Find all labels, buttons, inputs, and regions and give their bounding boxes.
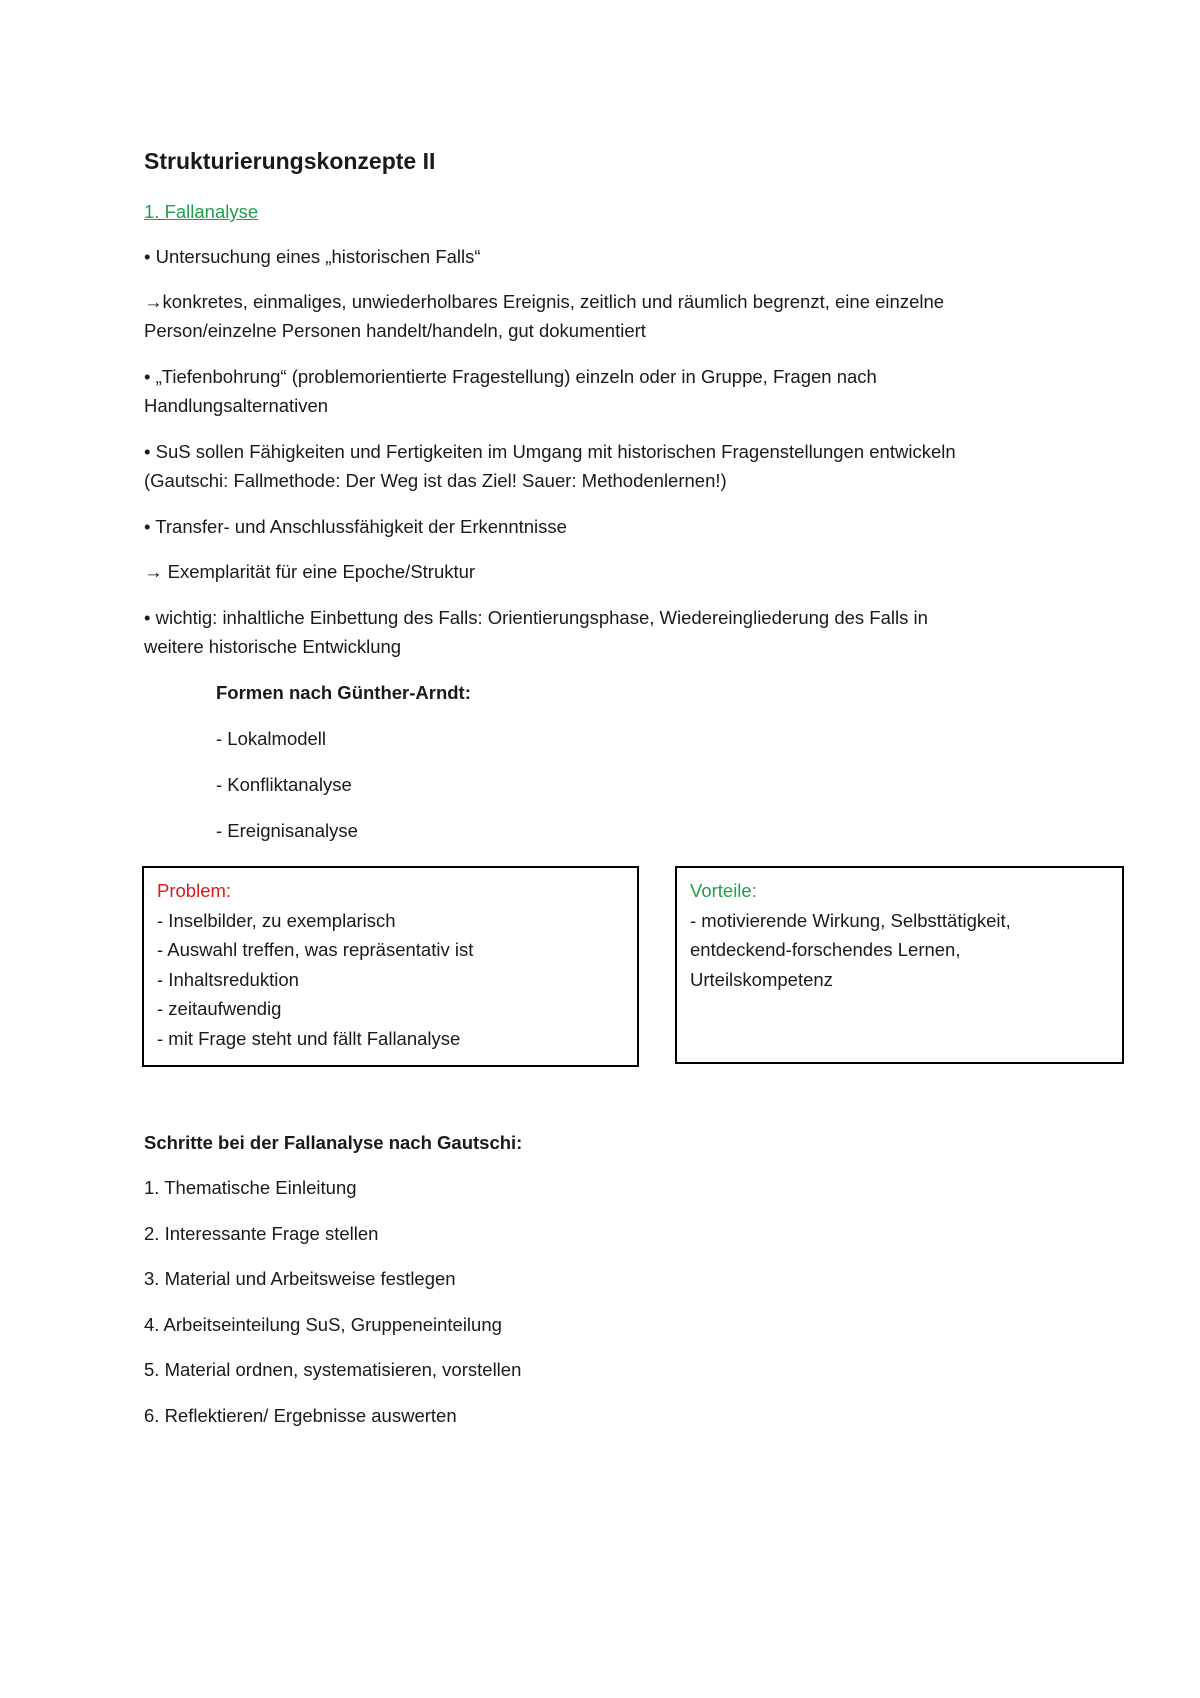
problem-item: - Auswahl treffen, was repräsentativ ist [157,939,474,960]
paragraph-tiefenbohrung-line-1: • „Tiefenbohrung“ (problemorientierte Fragestellung) einzeln oder in Gruppe, Fragen nach [144,366,877,387]
paragraph-konkretes-line-1: →konkretes, einmaliges, unwiederholbares Ereignis, zeitlich und räumlich begrenzt, eine einzelne [144,291,945,312]
problem-item: - Inselbilder, zu exemplarisch [157,909,396,931]
steps-item: 5. Material ordnen, systematisieren, vorstellen [144,1359,522,1380]
steps-item: 3. Material und Arbeitsweise festlegen [144,1268,456,1289]
paragraph-wichtig-line-2: weitere historische Entwicklung [144,636,402,657]
paragraph-konkretes-line-2: Person/einzelne Personen handelt/handeln, gut dokumentiert [144,320,646,341]
steps-heading: Schritte bei der Fallanalyse nach Gautschi: [144,1132,523,1153]
problem-item: - mit Frage steht und fällt Fallanalyse [157,1027,461,1049]
paragraph-untersuchung: • Untersuchung eines „historischen Falls“ [144,246,481,267]
problem-box [142,866,639,1067]
document-title: Strukturierungskonzepte II [144,148,436,174]
section-heading-fallanalyse: 1. Fallanalyse [144,201,259,222]
advantages-line: entdeckend-forschendes Lernen, [690,939,961,960]
forms-item: - Lokalmodell [216,728,327,749]
advantages-heading: Vorteile: [690,880,757,901]
paragraph-transfer: • Transfer- und Anschlussfähigkeit der Erkenntnisse [144,516,567,537]
problem-item: - zeitaufwendig [157,998,282,1019]
advantages-line: Urteilskompetenz [690,968,833,990]
paragraph-exemplaritaet: → Exemplarität für eine Epoche/Struktur [144,561,476,582]
forms-item: - Konfliktanalyse [216,774,352,795]
paragraph-sus-line-1: • SuS sollen Fähigkeiten und Fertigkeiten im Umgang mit historischen Fragenstellungen entwickeln [144,441,956,462]
paragraph-sus-line-2: (Gautschi: Fallmethode: Der Weg ist das Ziel! Sauer: Methodenlernen!) [144,470,727,491]
problem-heading: Problem: [157,880,232,901]
paragraph-tiefenbohrung-line-2: Handlungsalternativen [144,395,329,416]
forms-item: - Ereignisanalyse [216,820,358,841]
advantages-box [675,866,1124,1064]
forms-heading: Formen nach Günther-Arndt: [216,682,471,703]
paragraph-wichtig-line-1: • wichtig: inhaltliche Einbettung des Falls: Orientierungsphase, Wiedereingliederung des Falls in [144,607,928,628]
steps-item: 1. Thematische Einleitung [144,1177,357,1198]
steps-item: 4. Arbeitseinteilung SuS, Gruppeneinteilung [144,1314,502,1335]
advantages-line: - motivierende Wirkung, Selbsttätigkeit, [690,909,1011,931]
steps-item: 6. Reflektieren/ Ergebnisse auswerten [144,1405,457,1426]
problem-item: - Inhaltsreduktion [157,968,299,990]
steps-item: 2. Interessante Frage stellen [144,1223,379,1244]
